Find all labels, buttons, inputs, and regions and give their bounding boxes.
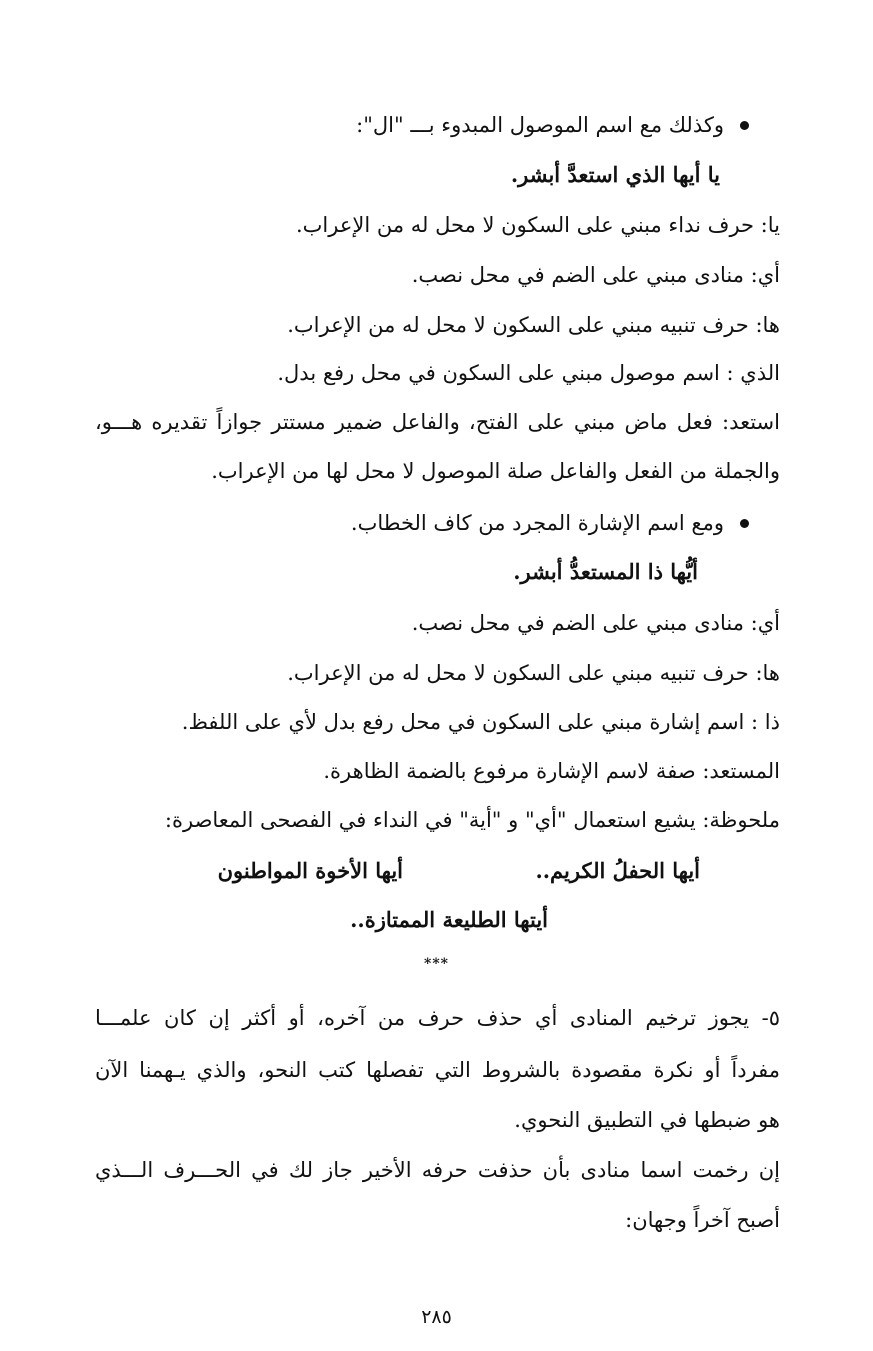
text-line: إن رخمت اسما منادى بأن حذفت حرفه الأخير جاز لك في الحـــرف الـــذي — [95, 1158, 780, 1182]
text-line: ملحوظة: يشيع استعمال "أي" و "أية" في النداء في الفصحى المعاصرة: — [164, 808, 780, 832]
text-line: يا: حرف نداء مبني على السكون لا محل له من الإعراب. — [295, 213, 780, 237]
page-number: ٢٨٥ — [421, 1306, 452, 1328]
text-line: والجملة من الفعل والفاعل صلة الموصول لا محل لها من الإعراب. — [211, 459, 780, 483]
text-line: مفرداً أو نكرة مقصودة بالشروط التي تفصلها كتب النحو، والذي يـهمنا الآن — [95, 1058, 780, 1082]
text-line: المستعد: صفة لاسم الإشارة مرفوع بالضمة الظاهرة. — [323, 759, 780, 783]
text-line: أصبح آخراً وجهان: — [625, 1208, 780, 1232]
example-sentence: أيها الحفلُ الكريم.. — [535, 858, 700, 883]
text-line: الذي : اسم موصول مبني على السكون في محل رفع بدل. — [277, 361, 780, 385]
example-sentence: يا أيها الذي استعدَّ أبشر. — [510, 162, 720, 187]
text-line: ٥- يجوز ترخيم المنادى أي حذف حرف من آخره، أو أكثر إن كان علمـــا — [95, 1006, 780, 1030]
text-line: أي: منادى مبني على الضم في محل نصب. — [411, 611, 780, 635]
section-separator: *** — [424, 956, 449, 972]
bullet-item-demonstrative — [351, 508, 749, 538]
example-sentence: أيُّها ذا المستعدُّ أبشر. — [513, 559, 698, 584]
text-line: ها: حرف تنبيه مبني على السكون لا محل له من الإعراب. — [287, 313, 780, 337]
example-sentence: أيها الأخوة المواطنون — [217, 858, 403, 883]
text-line: ذا : اسم إشارة مبني على السكون في محل رفع بدل لأي على اللفظ. — [181, 710, 780, 734]
text-line: ومع اسم الإشارة المجرد من كاف الخطاب. — [350, 511, 724, 535]
bullet-item-relative-pronoun — [356, 110, 749, 140]
text-line: ها: حرف تنبيه مبني على السكون لا محل له من الإعراب. — [287, 661, 780, 685]
bullet-icon — [740, 121, 749, 130]
example-sentence: أيتها الطليعة الممتازة.. — [350, 907, 548, 932]
bullet-icon — [740, 519, 749, 528]
text-line: وكذلك مع اسم الموصول المبدوء بـــ "ال": — [356, 113, 724, 137]
text-line: هو ضبطها في التطبيق النحوي. — [514, 1108, 780, 1132]
text-line: أي: منادى مبني على الضم في محل نصب. — [411, 263, 780, 287]
text-line: استعد: فعل ماض مبني على الفتح، والفاعل ضمير مستتر جوازاً تقديره هـــو، — [95, 410, 780, 434]
